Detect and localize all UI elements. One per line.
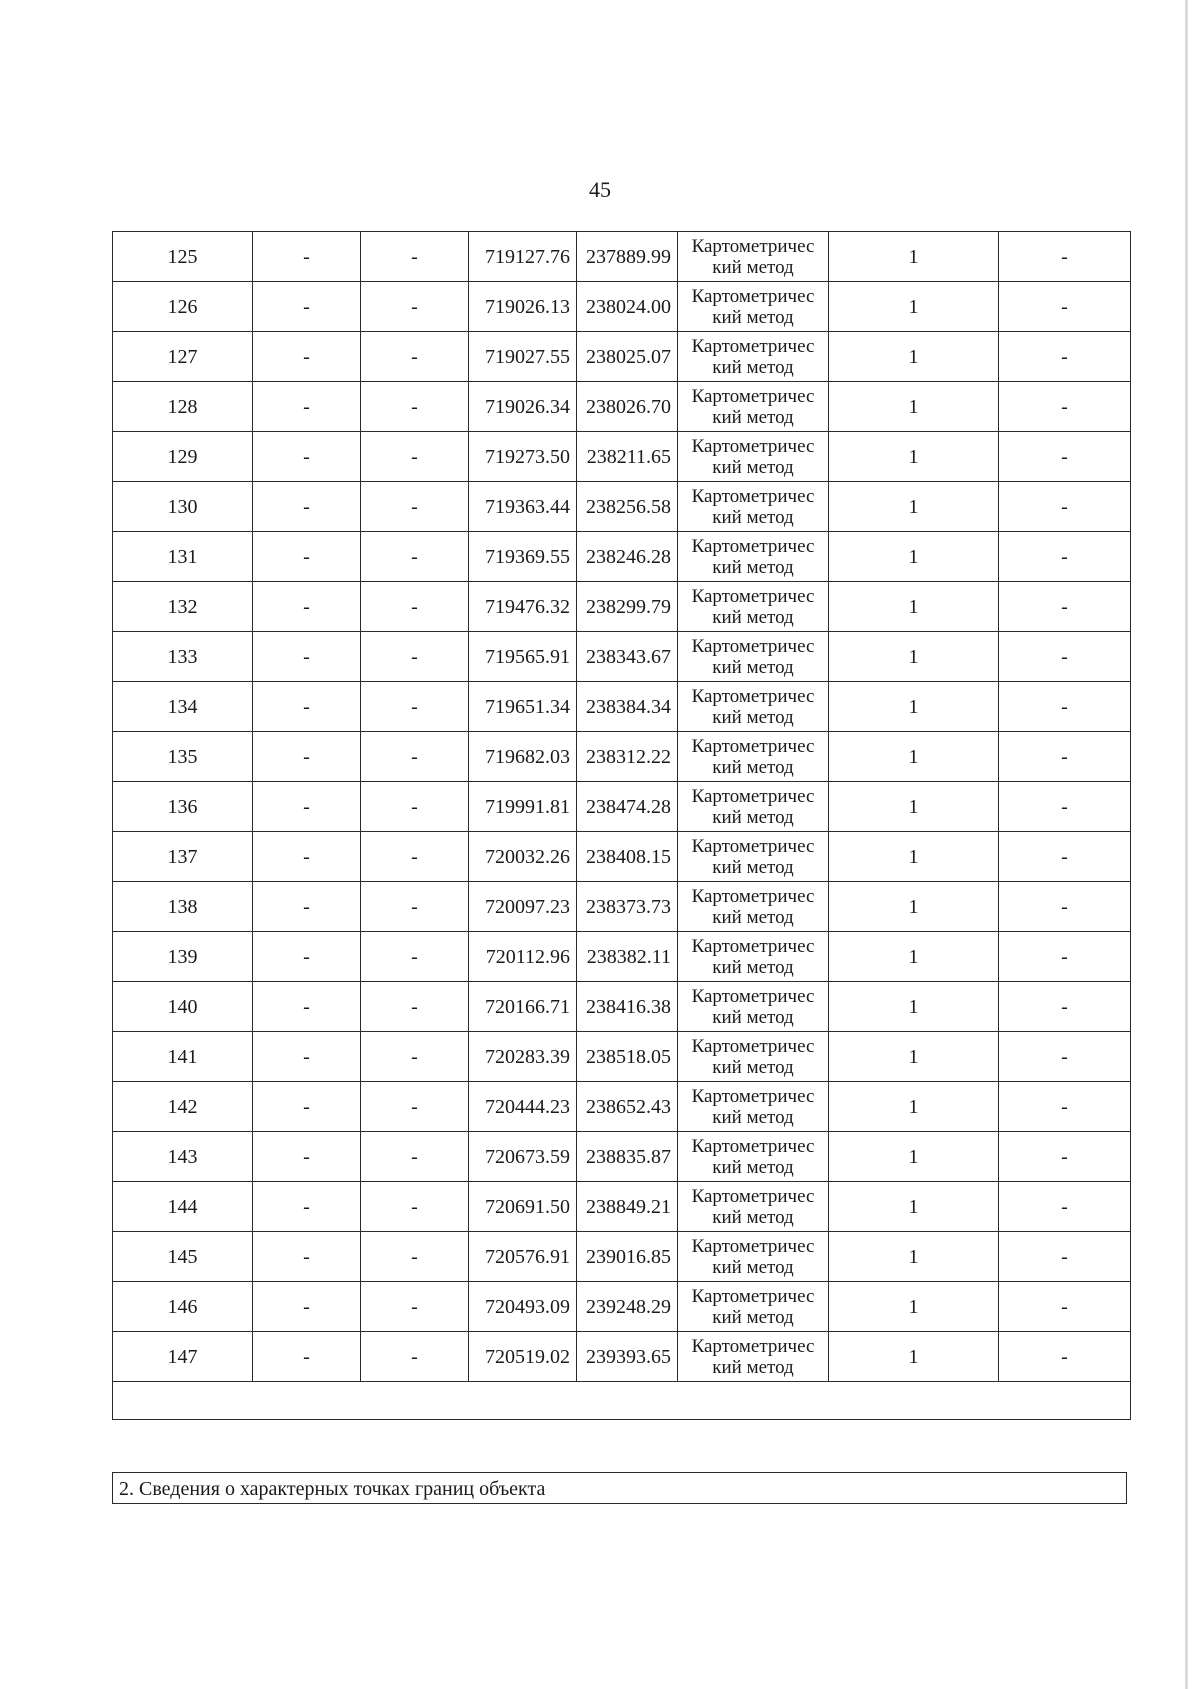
prev-y-cell: - [361, 1282, 469, 1332]
table-row [113, 632, 1131, 682]
prev-y-cell: - [361, 682, 469, 732]
accuracy-cell: 1 [829, 1332, 999, 1382]
method-line-1: Картометричес [691, 685, 815, 707]
method-line-1: Картометричес [691, 235, 815, 257]
prev-x-cell: - [253, 1332, 361, 1382]
prev-y-cell: - [361, 432, 469, 482]
y-coordinate-cell: 238835.87 [577, 1132, 678, 1182]
method-cell [678, 1282, 829, 1332]
point-number-cell: 142 [113, 1082, 253, 1132]
accuracy-cell: 1 [829, 1232, 999, 1282]
prev-x-cell: - [253, 882, 361, 932]
method-line-1: Картометричес [691, 485, 815, 507]
point-number-cell: 136 [113, 782, 253, 832]
note-cell: - [999, 582, 1131, 632]
note-cell: - [999, 482, 1131, 532]
table-row [113, 532, 1131, 582]
prev-y-cell: - [361, 932, 469, 982]
prev-y-cell: - [361, 1082, 469, 1132]
method-line-2: кий метод [712, 756, 794, 778]
table-row [113, 1332, 1131, 1382]
method-line-1: Картометричес [691, 535, 815, 557]
prev-y-cell: - [361, 382, 469, 432]
prev-y-cell: - [361, 982, 469, 1032]
prev-y-cell: - [361, 582, 469, 632]
method-cell [678, 532, 829, 582]
method-line-2: кий метод [712, 1206, 794, 1228]
method-line-1: Картометричес [691, 785, 815, 807]
prev-x-cell: - [253, 532, 361, 582]
y-coordinate-cell: 238416.38 [577, 982, 678, 1032]
section-heading: 2. Сведения о характерных точках границ объекта [112, 1472, 1127, 1504]
method-cell [678, 1032, 829, 1082]
y-coordinate-cell: 239248.29 [577, 1282, 678, 1332]
x-coordinate-cell: 720673.59 [469, 1132, 577, 1182]
point-number-cell: 140 [113, 982, 253, 1032]
accuracy-cell: 1 [829, 782, 999, 832]
accuracy-cell: 1 [829, 282, 999, 332]
method-cell [678, 882, 829, 932]
x-coordinate-cell: 720519.02 [469, 1332, 577, 1382]
prev-x-cell: - [253, 1182, 361, 1232]
method-cell [678, 482, 829, 532]
accuracy-cell: 1 [829, 382, 999, 432]
prev-x-cell: - [253, 282, 361, 332]
method-line-1: Картометричес [691, 435, 815, 457]
method-line-2: кий метод [712, 906, 794, 928]
y-coordinate-cell: 238025.07 [577, 332, 678, 382]
method-cell [678, 1182, 829, 1232]
x-coordinate-cell: 719991.81 [469, 782, 577, 832]
table-body [113, 232, 1131, 1382]
method-line-2: кий метод [712, 506, 794, 528]
prev-x-cell: - [253, 1032, 361, 1082]
x-coordinate-cell: 720691.50 [469, 1182, 577, 1232]
method-line-1: Картометричес [691, 985, 815, 1007]
method-line-1: Картометричес [691, 1235, 815, 1257]
table-row [113, 1032, 1131, 1082]
point-number-cell: 125 [113, 232, 253, 282]
accuracy-cell: 1 [829, 582, 999, 632]
prev-y-cell: - [361, 332, 469, 382]
method-cell [678, 382, 829, 432]
note-cell: - [999, 1082, 1131, 1132]
note-cell: - [999, 1132, 1131, 1182]
y-coordinate-cell: 238373.73 [577, 882, 678, 932]
point-number-cell: 126 [113, 282, 253, 332]
point-number-cell: 129 [113, 432, 253, 482]
prev-x-cell: - [253, 632, 361, 682]
method-line-2: кий метод [712, 1356, 794, 1378]
method-line-2: кий метод [712, 1256, 794, 1278]
y-coordinate-cell: 238408.15 [577, 832, 678, 882]
table-row [113, 1232, 1131, 1282]
x-coordinate-cell: 719026.34 [469, 382, 577, 432]
table-row [113, 732, 1131, 782]
x-coordinate-cell: 720166.71 [469, 982, 577, 1032]
point-number-cell: 133 [113, 632, 253, 682]
point-number-cell: 144 [113, 1182, 253, 1232]
x-coordinate-cell: 719369.55 [469, 532, 577, 582]
accuracy-cell: 1 [829, 482, 999, 532]
table-row [113, 982, 1131, 1032]
method-cell [678, 682, 829, 732]
accuracy-cell: 1 [829, 1282, 999, 1332]
prev-y-cell: - [361, 882, 469, 932]
method-line-2: кий метод [712, 1056, 794, 1078]
accuracy-cell: 1 [829, 682, 999, 732]
method-line-1: Картометричес [691, 585, 815, 607]
point-number-cell: 130 [113, 482, 253, 532]
method-line-1: Картометричес [691, 635, 815, 657]
y-coordinate-cell: 238246.28 [577, 532, 678, 582]
prev-y-cell: - [361, 732, 469, 782]
x-coordinate-cell: 720283.39 [469, 1032, 577, 1082]
prev-x-cell: - [253, 582, 361, 632]
note-cell: - [999, 382, 1131, 432]
method-line-1: Картометричес [691, 885, 815, 907]
prev-x-cell: - [253, 1082, 361, 1132]
method-line-2: кий метод [712, 556, 794, 578]
y-coordinate-cell: 238024.00 [577, 282, 678, 332]
point-number-cell: 131 [113, 532, 253, 582]
method-cell [678, 632, 829, 682]
point-number-cell: 135 [113, 732, 253, 782]
x-coordinate-cell: 719027.55 [469, 332, 577, 382]
accuracy-cell: 1 [829, 432, 999, 482]
table-row [113, 782, 1131, 832]
prev-x-cell: - [253, 482, 361, 532]
table-row [113, 282, 1131, 332]
method-line-2: кий метод [712, 656, 794, 678]
y-coordinate-cell: 238382.11 [577, 932, 678, 982]
prev-y-cell: - [361, 1032, 469, 1082]
accuracy-cell: 1 [829, 882, 999, 932]
note-cell: - [999, 982, 1131, 1032]
accuracy-cell: 1 [829, 932, 999, 982]
note-cell: - [999, 1332, 1131, 1382]
note-cell: - [999, 332, 1131, 382]
y-coordinate-cell: 239016.85 [577, 1232, 678, 1282]
x-coordinate-cell: 720112.96 [469, 932, 577, 982]
point-number-cell: 128 [113, 382, 253, 432]
method-line-1: Картометричес [691, 835, 815, 857]
table-row [113, 1082, 1131, 1132]
table-row [113, 582, 1131, 632]
method-line-2: кий метод [712, 856, 794, 878]
prev-x-cell: - [253, 782, 361, 832]
note-cell: - [999, 1232, 1131, 1282]
empty-cell [113, 1382, 1131, 1420]
note-cell: - [999, 632, 1131, 682]
method-cell [678, 332, 829, 382]
point-number-cell: 138 [113, 882, 253, 932]
table-row [113, 832, 1131, 882]
method-line-1: Картометричес [691, 1335, 815, 1357]
method-line-2: кий метод [712, 956, 794, 978]
method-line-1: Картометричес [691, 1135, 815, 1157]
accuracy-cell: 1 [829, 1082, 999, 1132]
table-row [113, 432, 1131, 482]
prev-y-cell: - [361, 632, 469, 682]
method-line-2: кий метод [712, 356, 794, 378]
method-cell [678, 582, 829, 632]
note-cell: - [999, 1282, 1131, 1332]
y-coordinate-cell: 238299.79 [577, 582, 678, 632]
prev-x-cell: - [253, 382, 361, 432]
accuracy-cell: 1 [829, 1182, 999, 1232]
prev-y-cell: - [361, 532, 469, 582]
x-coordinate-cell: 720444.23 [469, 1082, 577, 1132]
table-row [113, 882, 1131, 932]
method-cell [678, 832, 829, 882]
accuracy-cell: 1 [829, 632, 999, 682]
y-coordinate-cell: 238849.21 [577, 1182, 678, 1232]
method-line-2: кий метод [712, 1106, 794, 1128]
accuracy-cell: 1 [829, 1032, 999, 1082]
method-line-2: кий метод [712, 706, 794, 728]
x-coordinate-cell: 719682.03 [469, 732, 577, 782]
table-row [113, 682, 1131, 732]
method-line-1: Картометричес [691, 285, 815, 307]
x-coordinate-cell: 719273.50 [469, 432, 577, 482]
table-row [113, 932, 1131, 982]
y-coordinate-cell: 238384.34 [577, 682, 678, 732]
method-line-2: кий метод [712, 456, 794, 478]
point-number-cell: 127 [113, 332, 253, 382]
method-line-2: кий метод [712, 606, 794, 628]
y-coordinate-cell: 238256.58 [577, 482, 678, 532]
table-row [113, 382, 1131, 432]
prev-x-cell: - [253, 1132, 361, 1182]
method-line-1: Картометричес [691, 935, 815, 957]
accuracy-cell: 1 [829, 982, 999, 1032]
method-cell [678, 1132, 829, 1182]
y-coordinate-cell: 237889.99 [577, 232, 678, 282]
method-cell [678, 932, 829, 982]
method-line-1: Картометричес [691, 385, 815, 407]
table-row [113, 1182, 1131, 1232]
page-edge-shadow [1185, 0, 1188, 1689]
x-coordinate-cell: 719026.13 [469, 282, 577, 332]
table-row [113, 482, 1131, 532]
prev-x-cell: - [253, 232, 361, 282]
note-cell: - [999, 732, 1131, 782]
point-number-cell: 146 [113, 1282, 253, 1332]
note-cell: - [999, 782, 1131, 832]
method-line-1: Картометричес [691, 735, 815, 757]
accuracy-cell: 1 [829, 732, 999, 782]
method-line-2: кий метод [712, 306, 794, 328]
method-cell [678, 282, 829, 332]
y-coordinate-cell: 238652.43 [577, 1082, 678, 1132]
y-coordinate-cell: 238211.65 [577, 432, 678, 482]
x-coordinate-cell: 719127.76 [469, 232, 577, 282]
prev-x-cell: - [253, 332, 361, 382]
method-cell [678, 232, 829, 282]
accuracy-cell: 1 [829, 1132, 999, 1182]
note-cell: - [999, 1182, 1131, 1232]
y-coordinate-cell: 238518.05 [577, 1032, 678, 1082]
method-cell [678, 1232, 829, 1282]
prev-x-cell: - [253, 682, 361, 732]
table-row [113, 1132, 1131, 1182]
x-coordinate-cell: 720032.26 [469, 832, 577, 882]
method-line-2: кий метод [712, 1306, 794, 1328]
method-line-1: Картометричес [691, 335, 815, 357]
note-cell: - [999, 432, 1131, 482]
method-cell [678, 432, 829, 482]
table-row [113, 332, 1131, 382]
prev-x-cell: - [253, 432, 361, 482]
note-cell: - [999, 882, 1131, 932]
y-coordinate-cell: 238474.28 [577, 782, 678, 832]
note-cell: - [999, 532, 1131, 582]
method-cell [678, 782, 829, 832]
note-cell: - [999, 282, 1131, 332]
method-cell [678, 982, 829, 1032]
y-coordinate-cell: 239393.65 [577, 1332, 678, 1382]
point-number-cell: 132 [113, 582, 253, 632]
x-coordinate-cell: 720097.23 [469, 882, 577, 932]
method-line-1: Картометричес [691, 1285, 815, 1307]
accuracy-cell: 1 [829, 332, 999, 382]
prev-y-cell: - [361, 832, 469, 882]
method-line-2: кий метод [712, 256, 794, 278]
method-line-1: Картометричес [691, 1085, 815, 1107]
prev-x-cell: - [253, 732, 361, 782]
prev-x-cell: - [253, 1282, 361, 1332]
method-line-2: кий метод [712, 406, 794, 428]
method-line-1: Картометричес [691, 1035, 815, 1057]
method-line-2: кий метод [712, 806, 794, 828]
method-line-1: Картометричес [691, 1185, 815, 1207]
prev-x-cell: - [253, 932, 361, 982]
table-row [113, 1282, 1131, 1332]
accuracy-cell: 1 [829, 232, 999, 282]
prev-y-cell: - [361, 282, 469, 332]
prev-y-cell: - [361, 1182, 469, 1232]
prev-y-cell: - [361, 232, 469, 282]
x-coordinate-cell: 720576.91 [469, 1232, 577, 1282]
note-cell: - [999, 232, 1131, 282]
method-line-2: кий метод [712, 1006, 794, 1028]
note-cell: - [999, 932, 1131, 982]
x-coordinate-cell: 720493.09 [469, 1282, 577, 1332]
prev-y-cell: - [361, 482, 469, 532]
y-coordinate-cell: 238343.67 [577, 632, 678, 682]
prev-y-cell: - [361, 1332, 469, 1382]
point-number-cell: 147 [113, 1332, 253, 1382]
accuracy-cell: 1 [829, 532, 999, 582]
method-cell [678, 732, 829, 782]
y-coordinate-cell: 238026.70 [577, 382, 678, 432]
prev-y-cell: - [361, 1132, 469, 1182]
page-number: 45 [589, 177, 611, 202]
prev-x-cell: - [253, 832, 361, 882]
prev-y-cell: - [361, 1232, 469, 1282]
note-cell: - [999, 832, 1131, 882]
table-empty-row [113, 1382, 1131, 1420]
note-cell: - [999, 682, 1131, 732]
x-coordinate-cell: 719565.91 [469, 632, 577, 682]
prev-x-cell: - [253, 1232, 361, 1282]
point-number-cell: 134 [113, 682, 253, 732]
method-line-2: кий метод [712, 1156, 794, 1178]
point-number-cell: 139 [113, 932, 253, 982]
point-number-cell: 141 [113, 1032, 253, 1082]
x-coordinate-cell: 719476.32 [469, 582, 577, 632]
y-coordinate-cell: 238312.22 [577, 732, 678, 782]
prev-x-cell: - [253, 982, 361, 1032]
x-coordinate-cell: 719363.44 [469, 482, 577, 532]
table-row [113, 232, 1131, 282]
accuracy-cell: 1 [829, 832, 999, 882]
boundary-points-table [112, 231, 1131, 1420]
method-cell [678, 1332, 829, 1382]
point-number-cell: 143 [113, 1132, 253, 1182]
point-number-cell: 145 [113, 1232, 253, 1282]
x-coordinate-cell: 719651.34 [469, 682, 577, 732]
prev-y-cell: - [361, 782, 469, 832]
method-cell [678, 1082, 829, 1132]
point-number-cell: 137 [113, 832, 253, 882]
note-cell: - [999, 1032, 1131, 1082]
